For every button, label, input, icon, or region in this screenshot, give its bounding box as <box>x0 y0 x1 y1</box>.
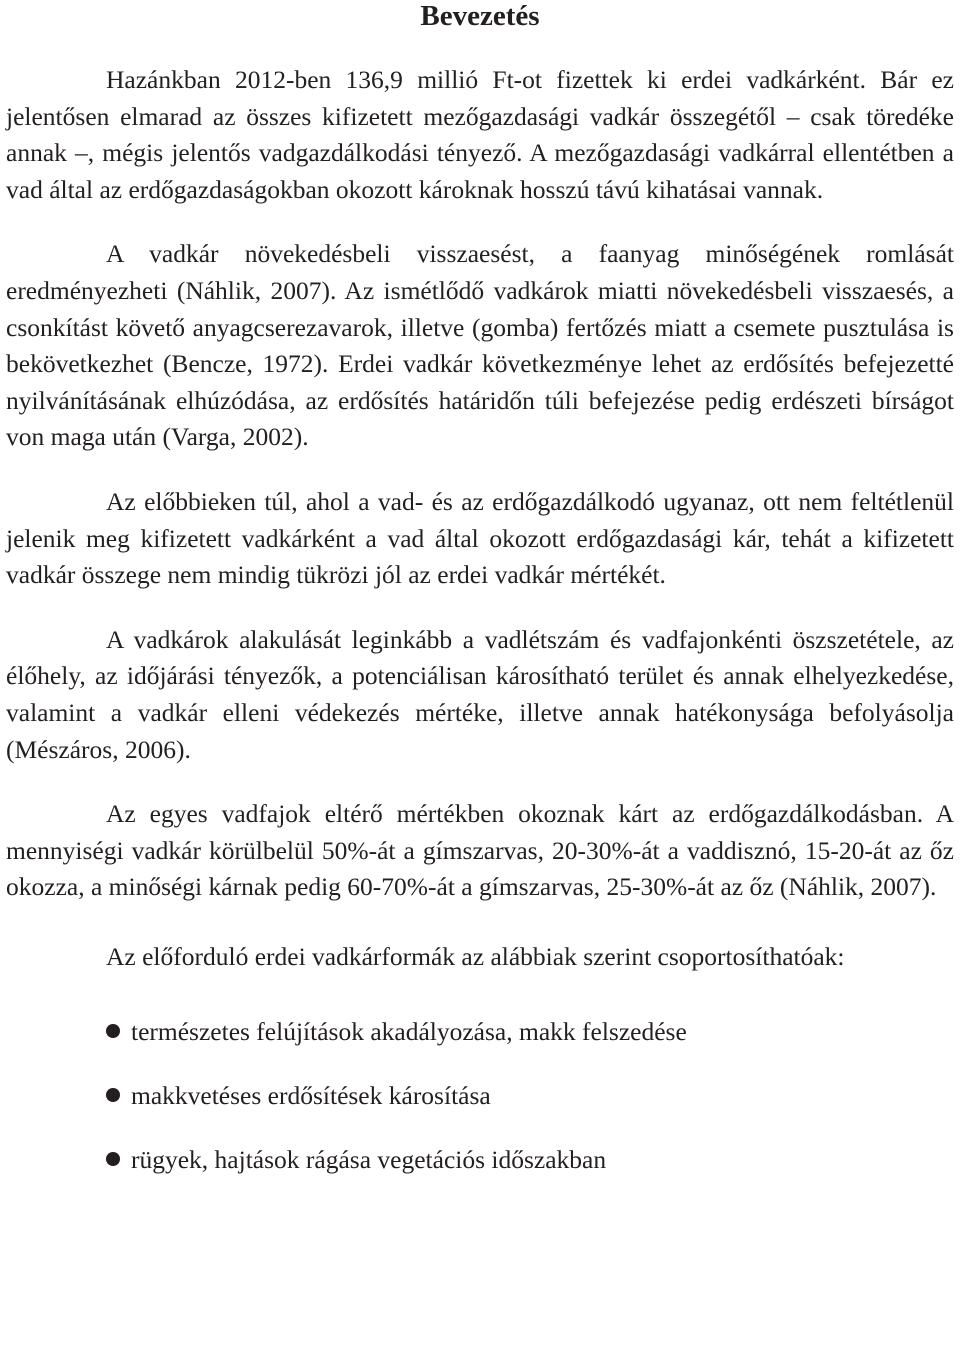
bullet-dot-icon <box>106 1088 120 1102</box>
list-item-text: természetes felújítások akadályozása, makk felszedése <box>131 1016 687 1046</box>
paragraph-6: Az előforduló erdei vadkárformák az alábbiak szerint csoportosíthatóak: <box>106 941 845 971</box>
paragraph-1: Hazánkban 2012-ben 136,9 millió Ft-ot fizettek ki erdei vadkárként. Bár ez jelentősen elmarad az összes kifizetett mezőgazdasági vadkár összegétől – csak töredéke annak –, mégis jelentős vadgazdálkodási tényező. A mezőgazdasági vadkárral ellentétben a vad által az erdőgazdaságokban okozott károknak hosszú távú kihatásai vannak. <box>6 65 954 204</box>
bullet-dot-icon <box>106 1024 120 1038</box>
list-item-text: rügyek, hajtások rágása vegetációs időszakban <box>131 1144 607 1174</box>
list-item <box>106 1014 954 1050</box>
paragraph-5: Az egyes vadfajok eltérő mértékben okoznak kárt az erdőgazdálkodásban. A mennyiségi vadkár körülbelül 50%-át a gímszarvas, 20-30%-át a vaddisznó, 15-20-át az őz okozza, a minőségi kárnak pedig 60-70%-át a gímszarvas, 25-30%-át az őz (Náhlik, 2007). <box>6 799 954 902</box>
section-title: Bevezetés <box>420 0 540 32</box>
document-page <box>6 0 954 1206</box>
damage-type-list <box>6 1014 954 1178</box>
list-item-text: makkvetéses erdősítések károsítása <box>131 1080 491 1110</box>
paragraph-2: A vadkár növekedésbeli visszaesést, a faanyag minőségének romlását eredményezheti (Náhlik, 2007). Az ismétlődő vadkárok miatti növekedésbeli visszaesés, a csonkítást követő anyagcserezavarok, illetve (gomba) fertőzés miatt a csemete pusztulása is bekövetkezhet (Bencze, 1972). Erdei vadkár következménye lehet az erdősítés befejezetté nyilvánításának elhúzódása, az erdősítés határidőn túli befejezése pedig erdészeti bírságot von maga után (Varga, 2002). <box>6 239 954 452</box>
paragraph-3: Az előbbieken túl, ahol a vad- és az erdőgazdálkodó ugyanaz, ott nem feltétlenül jelenik meg kifizetett vadkárként a vad által okozott erdőgazdasági kár, tehát a kifizetett vadkár összege nem mindig tükrözi jól az erdei vadkár mértékét. <box>6 486 954 590</box>
paragraph-4: A vadkárok alakulását leginkább a vadlétszám és vadfajonkénti öszszetétele, az élőhely, az időjárási tényezők, a potenciálisan károsítható terület és annak elhelyezkedése, valamint a vadkár elleni védekezés mértéke, illetve annak hatékonysága befolyásolja (Mészáros, 2006). <box>6 624 954 764</box>
list-item <box>106 1078 954 1114</box>
bullet-dot-icon <box>106 1152 120 1166</box>
list-item <box>106 1142 954 1178</box>
